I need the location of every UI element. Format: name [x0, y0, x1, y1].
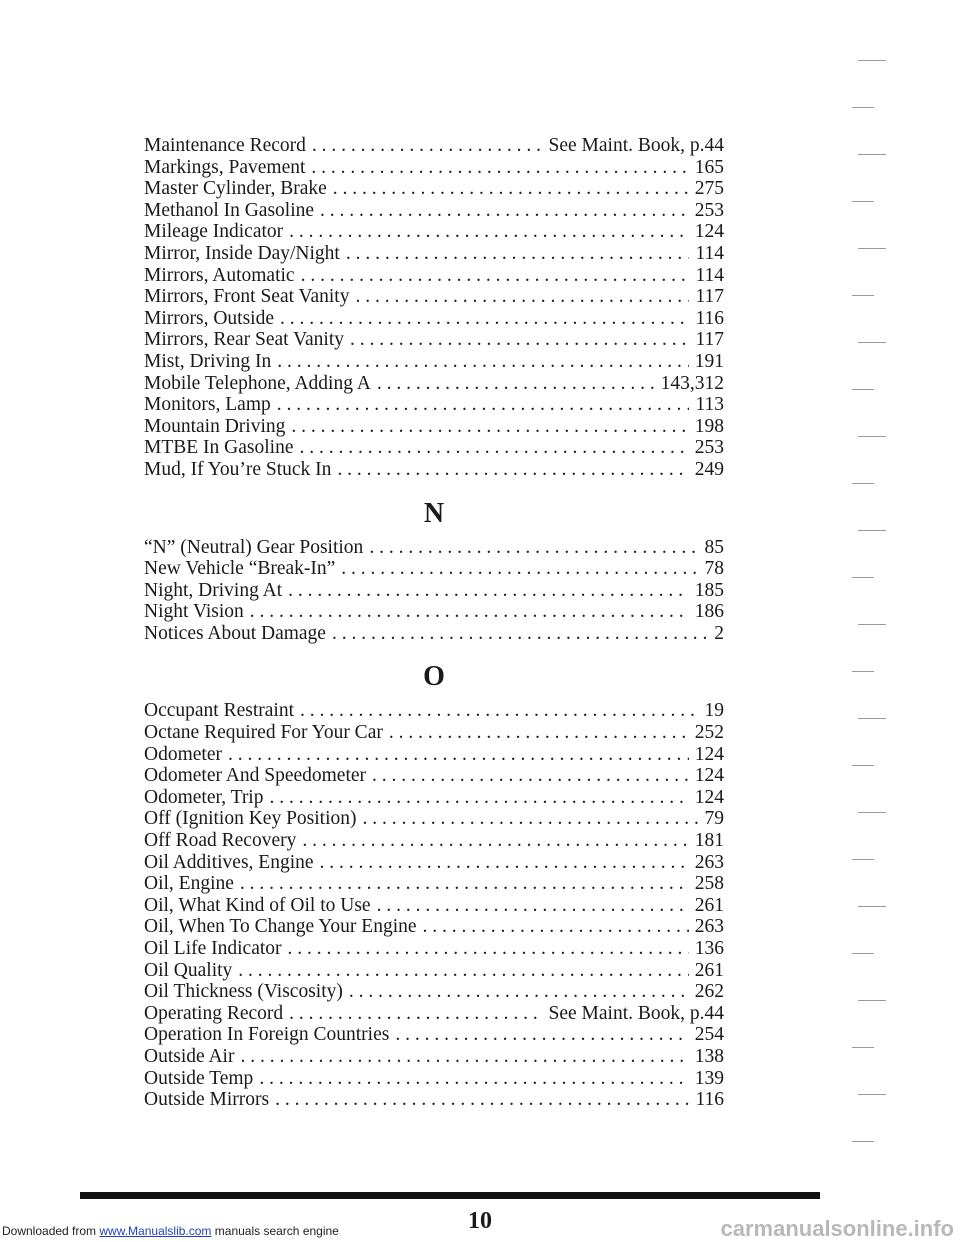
edge-mark	[852, 859, 874, 860]
index-entry	[144, 580, 724, 602]
index-entry	[144, 558, 724, 580]
download-prefix: Downloaded from	[2, 1224, 100, 1238]
index-entry	[144, 394, 724, 416]
index-term: Oil Life Indicator	[144, 938, 282, 959]
dot-leader	[302, 830, 688, 852]
page-edge-marks	[850, 60, 900, 1190]
index-entry	[144, 960, 724, 982]
edge-mark	[858, 436, 886, 437]
dot-leader	[280, 308, 689, 330]
index-page-ref: 253	[694, 437, 724, 459]
index-term: Oil, What Kind of Oil to Use	[144, 894, 371, 916]
index-term: Master Cylinder, Brake	[144, 178, 327, 200]
index-term: Occupant Restraint	[144, 700, 294, 722]
index-page-ref: 249	[694, 458, 724, 480]
index-page-ref: See Maint. Book, p.44	[548, 135, 724, 156]
index-term: Mountain Driving	[144, 415, 286, 437]
dot-leader	[320, 852, 689, 874]
index-page-ref: 117	[695, 286, 724, 308]
index-entry	[144, 157, 724, 179]
index-entry	[144, 459, 724, 481]
index-entry	[144, 623, 724, 645]
index-section-n	[144, 537, 724, 645]
index-term: Off (Ignition Key Position)	[144, 808, 357, 830]
index-entry	[144, 308, 724, 330]
index-page-ref: 116	[695, 307, 724, 329]
dot-leader	[238, 960, 688, 982]
index-entry	[144, 808, 724, 830]
index-term: Mirrors, Outside	[144, 307, 274, 329]
index-page-ref: 275	[694, 178, 724, 200]
index-term: Night Vision	[144, 601, 244, 623]
edge-mark	[858, 154, 886, 155]
index-page-ref: 253	[694, 199, 724, 221]
edge-mark	[858, 342, 886, 343]
index-entry	[144, 1089, 724, 1111]
dot-leader	[269, 787, 688, 809]
index-term: Markings, Pavement	[144, 156, 306, 178]
dot-leader	[341, 558, 698, 580]
section-heading-o: O	[423, 661, 445, 693]
index-entry	[144, 830, 724, 852]
index-entry	[144, 1068, 724, 1090]
index-page-ref: 261	[694, 959, 724, 981]
index-term: Mirrors, Rear Seat Vanity	[144, 329, 345, 351]
index-page-ref: 2	[714, 622, 724, 644]
index-entry	[144, 700, 724, 722]
index-term: Mirrors, Automatic	[144, 264, 295, 286]
index-entry	[144, 895, 724, 917]
index-term: Notices About Damage	[144, 622, 326, 644]
index-entry	[144, 416, 724, 438]
dot-leader	[377, 895, 689, 917]
index-page-ref: 116	[695, 1089, 724, 1111]
index-page-ref: 263	[694, 851, 724, 873]
section-heading-n: N	[423, 497, 445, 529]
index-term: Operation In Foreign Countries	[144, 1024, 390, 1046]
index-page-ref: 143,312	[660, 372, 724, 394]
dot-leader	[332, 623, 708, 645]
index-page-ref: 165	[694, 156, 724, 178]
dot-leader	[299, 437, 688, 459]
index-entry	[144, 916, 724, 938]
index-page-ref: 186	[694, 601, 724, 623]
dot-leader	[333, 178, 689, 200]
index-page-ref: See Maint. Book, p.44	[548, 1002, 724, 1024]
index-page-ref: 138	[694, 1045, 724, 1067]
dot-leader	[240, 1046, 688, 1068]
index-section-m	[144, 135, 724, 481]
index-page-ref: 124	[694, 743, 724, 765]
edge-mark	[852, 1141, 874, 1142]
index-term: Outside Mirrors	[144, 1089, 270, 1111]
edge-mark	[852, 671, 874, 672]
dot-leader	[395, 1024, 688, 1046]
index-term: Odometer And Speedometer	[144, 765, 367, 787]
index-section-o	[144, 700, 724, 1110]
index-term: Oil Thickness (Viscosity)	[144, 981, 343, 1003]
index-term: Mirrors, Front Seat Vanity	[144, 286, 350, 308]
edge-mark	[852, 107, 874, 108]
index-page-ref: 262	[694, 981, 724, 1003]
dot-leader	[312, 135, 543, 157]
index-term: Oil Quality	[144, 959, 233, 981]
edge-mark	[852, 483, 874, 484]
index-entry	[144, 1003, 724, 1025]
index-entry	[144, 601, 724, 623]
dot-leader	[369, 537, 698, 559]
index-page-ref: 191	[694, 350, 724, 372]
index-entry	[144, 200, 724, 222]
edge-mark	[852, 295, 874, 296]
index-term: Outside Air	[144, 1045, 235, 1067]
index-page-ref: 19	[704, 700, 724, 722]
index-entry	[144, 744, 724, 766]
index-term: Oil, When To Change Your Engine	[144, 916, 417, 938]
index-term: Night, Driving At	[144, 579, 283, 601]
dot-leader	[240, 873, 689, 895]
index-entry	[144, 537, 724, 559]
dot-leader	[228, 744, 689, 766]
index-entry	[144, 135, 724, 157]
edge-mark	[852, 765, 874, 766]
index-entry	[144, 787, 724, 809]
index-term: New Vehicle “Break-In”	[144, 558, 336, 580]
dot-leader	[259, 1068, 688, 1090]
index-page-ref: 258	[694, 873, 724, 895]
edge-mark	[852, 389, 874, 390]
index-term: Odometer, Trip	[144, 786, 264, 808]
page-number: 10	[468, 1208, 492, 1234]
edge-mark	[858, 248, 886, 249]
dot-leader	[337, 459, 688, 481]
edge-mark	[858, 906, 886, 907]
index-term: Monitors, Lamp	[144, 394, 271, 416]
index-term: Outside Temp	[144, 1067, 254, 1089]
index-page-ref: 114	[695, 264, 724, 286]
index-page-ref: 261	[694, 894, 724, 916]
dot-leader	[288, 580, 689, 602]
dot-leader	[320, 200, 689, 222]
index-term: Methanol In Gasoline	[144, 199, 315, 221]
dot-leader	[301, 265, 690, 287]
index-entry	[144, 1024, 724, 1046]
index-entry	[144, 221, 724, 243]
index-page-ref: 185	[694, 579, 724, 601]
index-page-ref: 117	[695, 329, 724, 351]
index-page-ref: 124	[694, 786, 724, 808]
index-term: Oil Additives, Engine	[144, 851, 314, 873]
dot-leader	[289, 221, 689, 243]
download-note	[2, 1224, 339, 1238]
footer-rule	[80, 1192, 820, 1199]
index-page-ref: 79	[704, 808, 724, 830]
index-entry	[144, 938, 724, 960]
dot-leader	[277, 351, 688, 373]
dot-leader	[363, 808, 699, 830]
watermark: carmanualsonline.info	[720, 1216, 954, 1241]
edge-mark	[858, 624, 886, 625]
index-term: “N” (Neutral) Gear Position	[144, 536, 364, 558]
index-page-ref: 263	[694, 916, 724, 938]
dot-leader	[289, 1003, 542, 1025]
download-suffix: manuals search engine	[211, 1224, 339, 1238]
index-entry	[144, 265, 724, 287]
index-entry	[144, 329, 724, 351]
edge-mark	[858, 1000, 886, 1001]
index-entry	[144, 351, 724, 373]
dot-leader	[350, 329, 689, 351]
dot-leader	[288, 938, 689, 960]
index-entry	[144, 981, 724, 1003]
index-term: Mud, If You’re Stuck In	[144, 458, 332, 480]
index-page-ref: 114	[695, 242, 724, 264]
index-term: MTBE In Gasoline	[144, 437, 294, 459]
index-page-ref: 85	[704, 536, 724, 558]
index-page-ref: 139	[694, 1067, 724, 1089]
index-entry	[144, 765, 724, 787]
index-term: Maintenance Record	[144, 135, 306, 156]
index-term: Mirror, Inside Day/Night	[144, 242, 340, 264]
index-column	[144, 135, 724, 1111]
edge-mark	[858, 530, 886, 531]
dot-leader	[389, 722, 689, 744]
index-page-ref: 124	[694, 765, 724, 787]
index-term: Operating Record	[144, 1002, 284, 1024]
index-term: Odometer	[144, 743, 222, 765]
index-page-ref: 254	[694, 1024, 724, 1046]
index-entry	[144, 286, 724, 308]
index-page-ref: 113	[695, 394, 724, 416]
index-entry	[144, 852, 724, 874]
edge-mark	[852, 953, 874, 954]
index-entry	[144, 437, 724, 459]
index-page-ref: 124	[694, 221, 724, 243]
dot-leader	[377, 373, 655, 395]
index-page-ref: 136	[694, 938, 724, 959]
edge-mark	[858, 1094, 886, 1095]
dot-leader	[300, 700, 699, 722]
dot-leader	[346, 243, 690, 265]
dot-leader	[277, 394, 690, 416]
edge-mark	[858, 812, 886, 813]
edge-mark	[852, 1047, 874, 1048]
edge-mark	[852, 201, 874, 202]
index-term: Mist, Driving In	[144, 350, 272, 372]
index-entry	[144, 873, 724, 895]
edge-mark	[858, 718, 886, 719]
index-entry	[144, 178, 724, 200]
index-page-ref: 198	[694, 415, 724, 437]
index-term: Oil, Engine	[144, 873, 234, 895]
index-entry	[144, 243, 724, 265]
dot-leader	[349, 981, 689, 1003]
dot-leader	[311, 157, 688, 179]
index-page-ref: 181	[694, 830, 724, 852]
index-term: Off Road Recovery	[144, 830, 297, 852]
index-entry	[144, 1046, 724, 1068]
index-entry	[144, 722, 724, 744]
edge-mark	[852, 577, 874, 578]
index-page-ref: 252	[694, 722, 724, 744]
dot-leader	[250, 601, 689, 623]
index-entry	[144, 373, 724, 395]
dot-leader	[355, 286, 689, 308]
index-term: Mobile Telephone, Adding A	[144, 372, 371, 394]
manualslib-link[interactable]: www.Manualslib.com	[99, 1224, 212, 1238]
index-term: Mileage Indicator	[144, 221, 284, 243]
edge-mark	[858, 60, 886, 61]
index-term: Octane Required For Your Car	[144, 722, 383, 744]
index-page-ref: 78	[704, 558, 724, 580]
dot-leader	[275, 1089, 689, 1111]
dot-leader	[372, 765, 689, 787]
dot-leader	[423, 916, 689, 938]
dot-leader	[291, 416, 688, 438]
